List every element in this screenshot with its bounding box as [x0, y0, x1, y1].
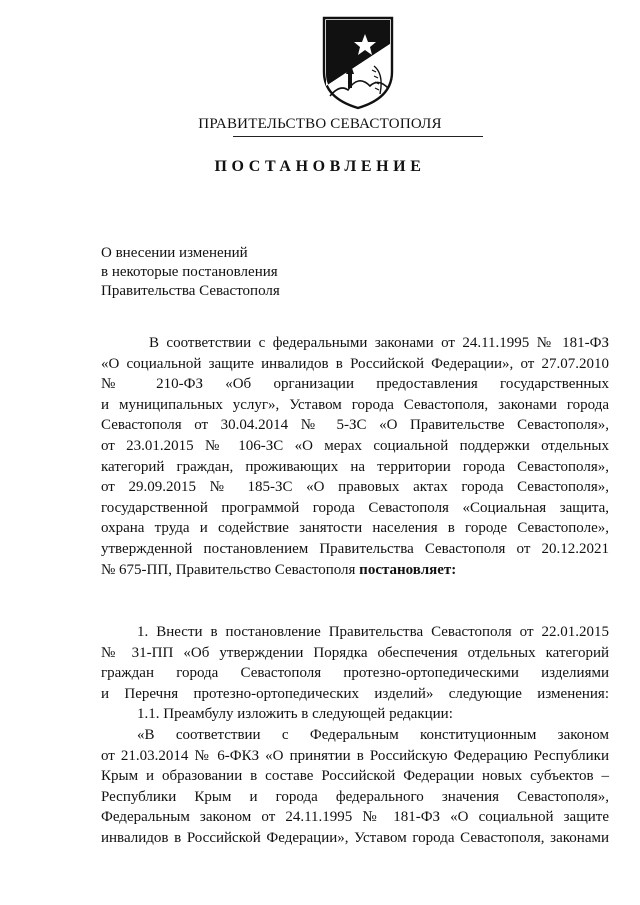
subject-line: в некоторые постановления: [101, 264, 278, 280]
text-line: Республики Крым и города федерального значения Севастополя»,: [101, 788, 609, 805]
text-line: и Перечня протезно-ортопедических изделий» следующие изменения:: [101, 685, 609, 702]
text-line: № 210-ФЗ «Об организации предоставления государственных: [101, 376, 609, 393]
preamble-paragraph: [101, 333, 609, 580]
subject-line: Правительства Севастополя: [101, 283, 280, 299]
text-line: инвалидов в Российской Федерации», Уставом города Севастополя, законами: [101, 829, 609, 846]
text-line: и муниципальных услуг», Уставом города Севастополя, законами города: [101, 396, 609, 413]
text-line: граждан города Севастополя протезно-ортопедическими изделиями: [101, 665, 609, 682]
text-line: утвержденной постановлением Правительства Севастополя от 20.12.2021: [101, 540, 609, 557]
document-subject: [101, 244, 280, 301]
text-line: [101, 560, 609, 581]
text-line: «О социальной защите инвалидов в Российской Федерации», от 27.07.2010: [101, 355, 609, 372]
document-type: ПОСТАНОВЛЕНИЕ: [214, 158, 426, 175]
header-divider: [233, 136, 483, 137]
text-line: Севастополя от 30.04.2014 № 5-ЗС «О Правительстве Севастополя»,: [101, 417, 609, 434]
text-line: охрана труда и содействие занятости населения в городе Севастополе»,: [101, 520, 609, 537]
text-line: категорий граждан, проживающих на территории города Севастополя»,: [101, 458, 609, 475]
text-line: 1. Внести в постановление Правительства Севастополя от 22.01.2015: [137, 624, 609, 640]
preamble-last-text: № 675-ПП, Правительство Севастополя: [101, 561, 360, 578]
resolution-word: постановляет:: [359, 561, 457, 578]
text-line: «В соответствии с Федеральным конституционным законом: [137, 726, 609, 743]
text-line: 1.1. Преамбулу изложить в следующей редакции:: [137, 706, 453, 723]
text-line: от 29.09.2015 № 185-ЗС «О правовых актах города Севастополя»,: [101, 479, 609, 496]
organization-name: ПРАВИТЕЛЬСТВО СЕВАСТОПОЛЯ: [198, 116, 442, 132]
sevastopol-coat-of-arms-icon: [318, 14, 398, 110]
subject-line: О внесении изменений: [101, 245, 248, 261]
text-line: государственной программой города Севастополя «Социальная защита,: [101, 499, 609, 516]
text-line: В соответствии с федеральными законами от 24.11.1995 № 181-ФЗ: [149, 335, 609, 351]
amendments-section: [101, 622, 609, 849]
text-line: от 21.03.2014 № 6-ФКЗ «О принятии в Российскую Федерацию Республики: [101, 747, 609, 764]
text-line: № 31-ПП «Об утверждении Порядка обеспечения отдельных категорий: [101, 644, 609, 661]
text-line: от 23.01.2015 № 106-ЗС «О мерах социальной поддержки отдельных: [101, 437, 609, 454]
text-line: Крым и образовании в составе Российской Федерации новых субъектов –: [101, 768, 609, 785]
text-line: Федеральным законом от 24.11.1995 № 181-ФЗ «О социальной защите: [101, 809, 609, 826]
